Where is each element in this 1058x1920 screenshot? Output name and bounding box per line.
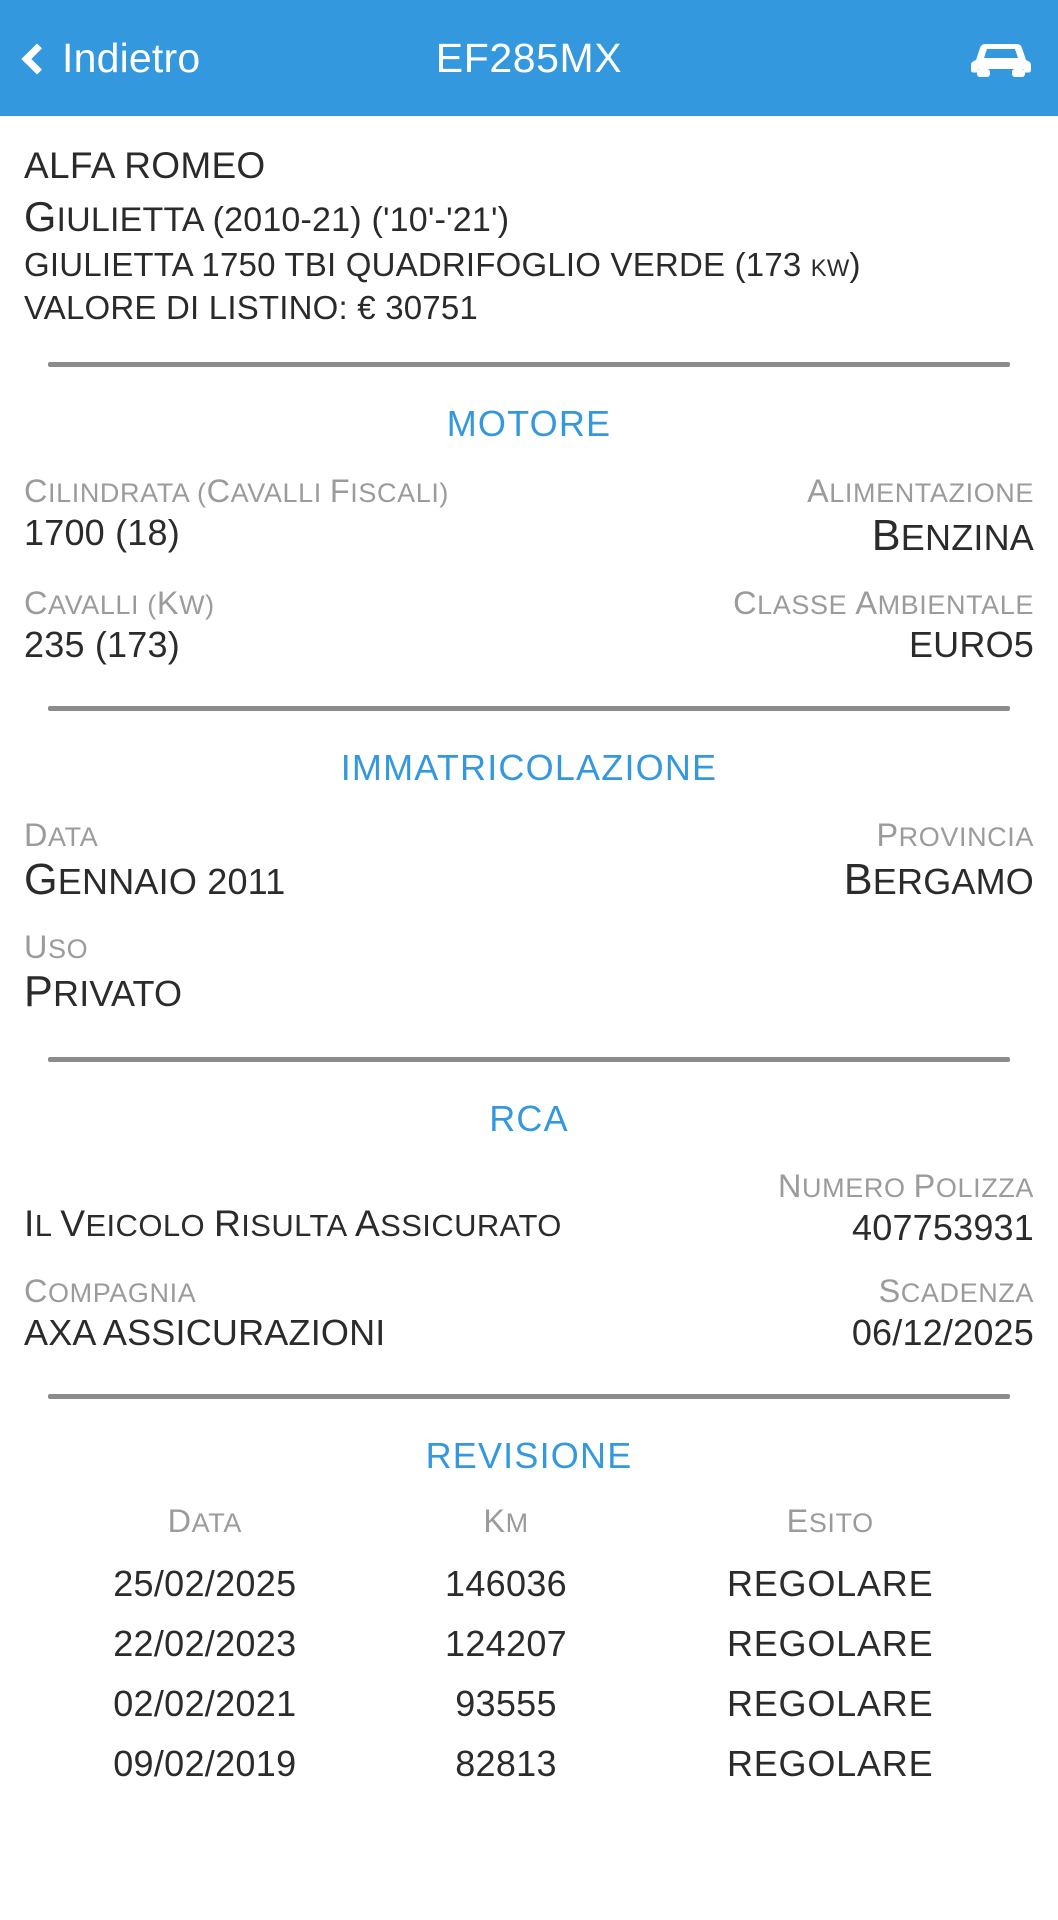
vehicle-list-price [24, 287, 1034, 330]
field-alimentazione [807, 473, 1034, 561]
rca-row-2 [24, 1267, 1034, 1372]
motore-row-1 [24, 467, 1034, 579]
vehicle-version [24, 244, 1034, 287]
list-price-value: € 30751 [357, 288, 478, 326]
revisione-col-data: DATA [167, 1502, 242, 1539]
field-cilindrata-label: CILINDRATA (CAVALLI FISCALI) [24, 472, 450, 509]
field-numero-polizza-value: 407753931 [852, 1206, 1034, 1248]
field-cavalli-value: 235 (173) [24, 623, 180, 665]
chevron-left-icon [21, 43, 52, 74]
revisione-col-km: KM [483, 1502, 529, 1539]
field-numero-polizza-label: NUMERO POLIZZA [778, 1167, 1034, 1204]
field-provincia-value: BERGAMO [843, 855, 1034, 904]
table-row [24, 1614, 1034, 1674]
revisione-cell-km: 82813 [455, 1742, 557, 1784]
field-uso-value: PRIVATO [24, 967, 183, 1016]
revisione-cell-data: 02/02/2021 [113, 1682, 297, 1724]
list-price-label: VALORE DI LISTINO: [24, 288, 348, 326]
field-compagnia [24, 1273, 386, 1354]
vehicle-brand: ALFA ROMEO [24, 145, 266, 186]
revisione-cell-km: 146036 [445, 1562, 567, 1604]
revisione-cell-esito: REGOLARE [726, 1562, 934, 1604]
revisione-col-esito: ESITO [786, 1502, 874, 1539]
vehicle-summary [24, 116, 1034, 340]
section-title-revisione: REVISIONE [425, 1434, 633, 1476]
table-row [24, 1734, 1034, 1794]
revisione-cell-data: 09/02/2019 [113, 1742, 297, 1784]
field-scadenza-label: SCADENZA [878, 1272, 1034, 1309]
field-alimentazione-value: BENZINA [871, 511, 1034, 560]
field-data-immatricolazione [24, 817, 285, 905]
revisione-cell-km: 124207 [445, 1622, 567, 1664]
revisione-header-row [24, 1503, 1034, 1554]
revisione-cell-esito: REGOLARE [726, 1742, 934, 1784]
field-scadenza-value: 06/12/2025 [851, 1311, 1034, 1353]
section-title-motore: MOTORE [446, 402, 612, 444]
revisione-cell-esito: REGOLARE [726, 1682, 934, 1724]
field-data-immatricolazione-value: GENNAIO 2011 [24, 855, 286, 904]
field-provincia-label: PROVINCIA [876, 816, 1034, 853]
motore-row-2 [24, 579, 1034, 684]
field-alimentazione-label: ALIMENTAZIONE [807, 472, 1034, 509]
page-title: EF285MX [435, 34, 623, 81]
rca-row-1 [24, 1162, 1034, 1267]
revisione-cell-data: 22/02/2023 [113, 1622, 297, 1664]
section-title-immatricolazione: IMMATRICOLAZIONE [340, 746, 718, 788]
field-uso-label: USO [24, 928, 89, 965]
field-scadenza [852, 1273, 1034, 1354]
table-row [24, 1674, 1034, 1734]
field-cilindrata-value: 1700 (18) [24, 511, 180, 553]
back-button-label: Indietro [62, 34, 201, 81]
vehicle-version-unit: KW [810, 255, 850, 283]
field-provincia [844, 817, 1034, 905]
field-cilindrata [24, 473, 449, 554]
field-cavalli-label: CAVALLI (KW) [24, 584, 215, 621]
rca-status-text: IL VEICOLO RISULTA ASSICURATO [24, 1201, 562, 1244]
vehicle-detail-content [0, 116, 1058, 1794]
field-classe-ambientale-label: CLASSE AMBIENTALE [733, 584, 1034, 621]
car-icon[interactable] [970, 38, 1032, 78]
revisione-cell-km: 93555 [455, 1682, 557, 1724]
field-cavalli [24, 585, 215, 666]
field-uso [24, 929, 182, 1017]
app-header [0, 0, 1058, 116]
field-numero-polizza [778, 1168, 1034, 1249]
table-row [24, 1554, 1034, 1614]
immatricolazione-row-2 [24, 923, 1034, 1035]
field-classe-ambientale-value: EURO5 [908, 623, 1034, 665]
vehicle-version-text: GIULIETTA 1750 TBI QUADRIFOGLIO VERDE (173 [24, 246, 811, 284]
revisione-cell-esito: REGOLARE [726, 1622, 934, 1664]
vehicle-version-suffix: ) [849, 246, 861, 284]
vehicle-model: GIULIETTA (2010-21) ('10'-'21') [24, 193, 510, 241]
field-data-immatricolazione-label: DATA [24, 816, 99, 853]
field-compagnia-label: COMPAGNIA [24, 1272, 197, 1309]
back-button[interactable] [26, 35, 200, 82]
immatricolazione-row-1 [24, 811, 1034, 923]
field-compagnia-value: AXA ASSICURAZIONI [24, 1311, 386, 1353]
section-title-rca: RCA [489, 1097, 569, 1139]
revisione-cell-data: 25/02/2025 [113, 1562, 297, 1604]
field-classe-ambientale [733, 585, 1034, 666]
revisione-table [24, 1503, 1034, 1794]
